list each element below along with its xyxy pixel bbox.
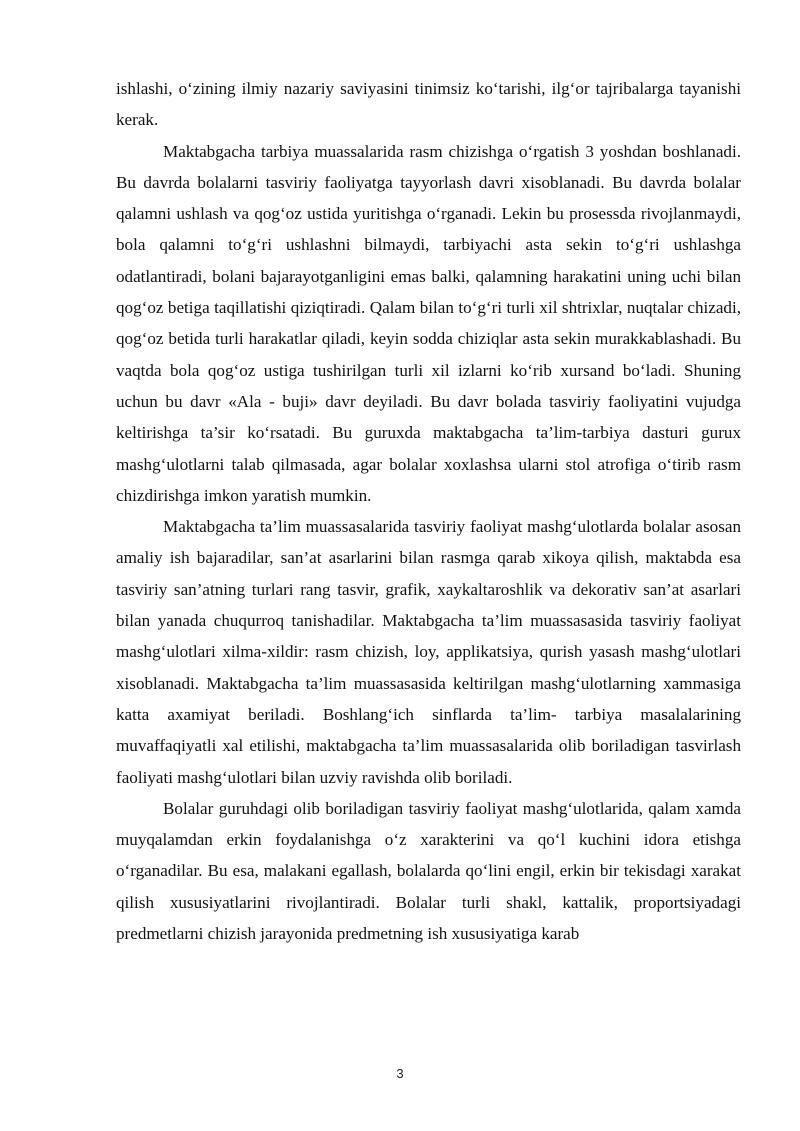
- page-body: [116, 73, 741, 949]
- paragraph-continuation: ishlashi, o‘zining ilmiy nazariy saviyasini tinimsiz ko‘tarishi, ilg‘or tajribalarga tayanishi kerak.: [116, 79, 741, 130]
- paragraph-group-lessons: Bolalar guruhdagi olib boriladigan tasviriy faoliyat mashg‘ulotlarida, qalam xamda muyqalamdan erkin foydalanishga o‘z xarakterini va qo‘l kuchini idora etishga o‘rganadilar. Bu esa, malakani egallash, bolalarda qo‘lini engil, erkin bir tekisdagi xarakat qilish xususiyatlarini rivojlantiradi. Bolalar turli shakl, kattalik, proportsiyadagi predmetlarni chizish jarayonida predmetning ish xususiyatiga karab: [116, 798, 741, 944]
- page-number: 3: [396, 1066, 404, 1081]
- paragraph-preschool-activities: Maktabgacha ta’lim muassasalarida tasviriy faoliyat mashg‘ulotlarda bolalar asosan amaliy ish bajaradilar, san’at asarlarini bilan rasmga qarab xikoya qilish, maktabda esa tasviriy san’atning turlari rang tasvir, grafik, xaykaltaroshlik va dekorativ san’at asarlari bilan yanada chuqurroq tanishadilar. Maktabgacha ta’lim muassasasida tasviriy faoliyat mashg‘ulotlari xilma-xildir: rasm chizish, loy, applikatsiya, qurish yasash mashg‘ulotlari xisoblanadi. Maktabgacha ta’lim muassasasida keltirilgan mashg‘ulotlarning xammasiga katta axamiyat beriladi. Boshlang‘ich sinflarda ta’lim- tarbiya masalalarining muvaffaqiyatli xal etilishi, maktabgacha ta’lim muassasalarida olib boriladigan tasvirlash faoliyati mashg‘ulotlari bilan uzviy ravishda olib boriladi.: [116, 517, 741, 787]
- paragraph-drawing-age-three: Maktabgacha tarbiya muassalarida rasm chizishga o‘rgatish 3 yoshdan boshlanadi. Bu davrda bolalarni tasviriy faoliyatga tayyorlash davri xisoblanadi. Bu davrda bolalar qalamni ushlash va qog‘oz ustida yuritishga o‘rganadi. Lekin bu prosessda rivojlanmaydi, bola qalamni to‘g‘ri ushlashni bilmaydi, tarbiyachi asta sekin to‘g‘ri ushlashga odatlantiradi, bolani bajarayotganligini emas balki, qalamning harakatini uning uchi bilan qog‘oz betiga taqillatishi qiziqtiradi. Qalam bilan to‘g‘ri turli xil shtrixlar, nuqtalar chizadi, qog‘oz betida turli harakatlar qiladi, keyin sodda chiziqlar asta sekin murakkablashadi. Bu vaqtda bola qog‘oz ustiga tushirilgan turli xil izlarni ko‘rib xursand bo‘ladi. Shuning uchun bu davr «Ala - buji» davr deyiladi. Bu davr bolada tasviriy faoliyatini vujudga keltirishga ta’sir ko‘rsatadi. Bu guruxda maktabgacha ta’lim-tarbiya dasturi gurux mashg‘ulotlarni talab qilmasada, agar bolalar xoxlashsa ularni stol atrofiga o‘tirib rasm chizdirishga imkon yaratish mumkin.: [116, 141, 741, 505]
